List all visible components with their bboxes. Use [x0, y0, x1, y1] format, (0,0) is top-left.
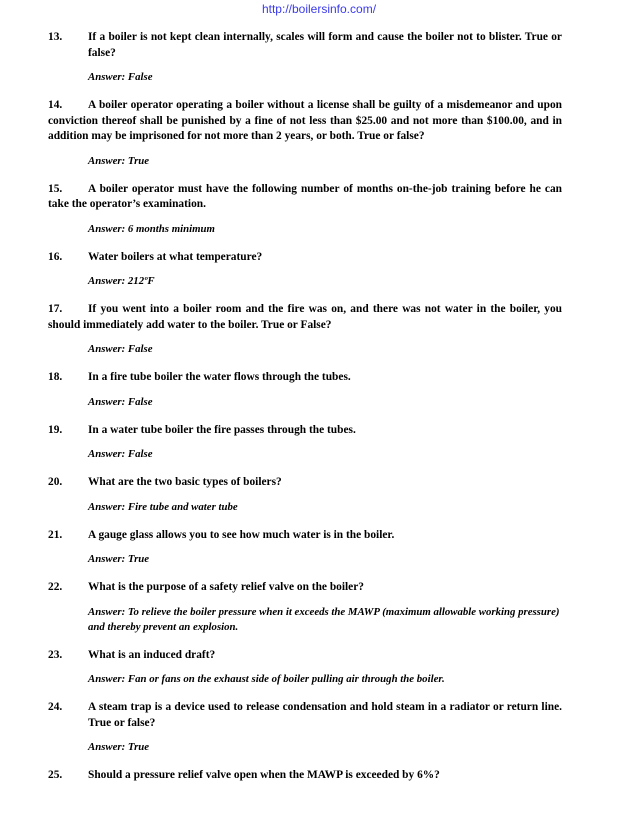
question-text: What is the purpose of a safety relief valve on the boiler? [88, 581, 364, 593]
question-item [48, 302, 562, 333]
question-text: If you went into a boiler room and the fire was on, and there was not water in the boiler, you should immediately add water to the boiler. True or False? [48, 303, 562, 331]
question-text: In a water tube boiler the fire passes through the tubes. [88, 423, 356, 436]
answer-text: Answer: 212ºF [88, 275, 155, 287]
answer-text: Answer: Fire tube and water tube [88, 500, 238, 513]
question-item [48, 182, 562, 213]
question-text: In a fire tube boiler the water flows through the tubes. [88, 371, 351, 383]
question-text: What are the two basic types of boilers? [88, 476, 282, 488]
answer-text: Answer: True [88, 154, 150, 167]
question-item [48, 528, 562, 544]
question-text: A gauge glass allows you to see how much water is in the boiler. [88, 528, 395, 541]
question-number: 13. [48, 31, 63, 43]
question-text: A boiler operator operating a boiler without a license shall be guilty of a misdemeanor and upon conviction thereof shall be punished by a fine of not less than $25.00 and not more than $100.00, and in addition may be imprisoned for not more than 2 years, or both. True or false? [48, 99, 562, 142]
answer-text: Answer: False [88, 71, 153, 83]
question-item [48, 700, 562, 731]
question-number: 19. [48, 423, 63, 436]
source-url-link[interactable]: http://boilersinfo.com/ [261, 2, 377, 16]
question-text: A boiler operator must have the following number of months on-the-job training before he can take the operator’s examination. [48, 182, 562, 210]
question-number: 17. [48, 303, 63, 315]
question-text: If a boiler is not kept clean internally, scales will form and cause the boiler not to blister. True or false? [88, 31, 562, 59]
question-number: 14. [48, 99, 63, 111]
question-item [48, 30, 562, 61]
question-number: 15. [48, 182, 63, 195]
question-number: 20. [48, 476, 63, 488]
question-text: Should a pressure relief valve open when the MAWP is exceeded by 6%? [88, 769, 440, 781]
answer-text: Answer: False [88, 448, 153, 460]
question-text: Water boilers at what temperature? [88, 250, 263, 263]
answer-text: Answer: 6 months minimum [88, 222, 215, 235]
question-number: 24. [48, 701, 63, 713]
question-number: 25. [48, 769, 63, 781]
question-text: A steam trap is a device used to release condensation and hold steam in a radiator or return line. True or false? [88, 701, 562, 729]
question-item [48, 250, 562, 266]
question-item [48, 768, 562, 784]
answer-text: Answer: False [88, 395, 153, 408]
question-number: 18. [48, 371, 63, 383]
document-body [48, 30, 562, 784]
question-number: 22. [48, 581, 63, 593]
answer-text: Answer: Fan or fans on the exhaust side of boiler pulling air through the boiler. [88, 673, 445, 685]
question-item [48, 98, 562, 145]
question-item [48, 648, 562, 664]
question-item [48, 423, 562, 439]
question-item [48, 475, 562, 491]
answer-text: Answer: True [88, 741, 150, 753]
answer-text: Answer: To relieve the boiler pressure when it exceeds the MAWP (maximum allowable working pressure) and thereby prevent an explosion. [88, 605, 560, 633]
answer-text: Answer: True [88, 553, 150, 565]
question-number: 21. [48, 528, 63, 541]
question-number: 23. [48, 648, 63, 661]
question-item [48, 580, 562, 596]
question-item [48, 370, 562, 386]
question-text: What is an induced draft? [88, 648, 216, 661]
answer-text: Answer: False [88, 343, 153, 355]
question-number: 16. [48, 250, 63, 263]
